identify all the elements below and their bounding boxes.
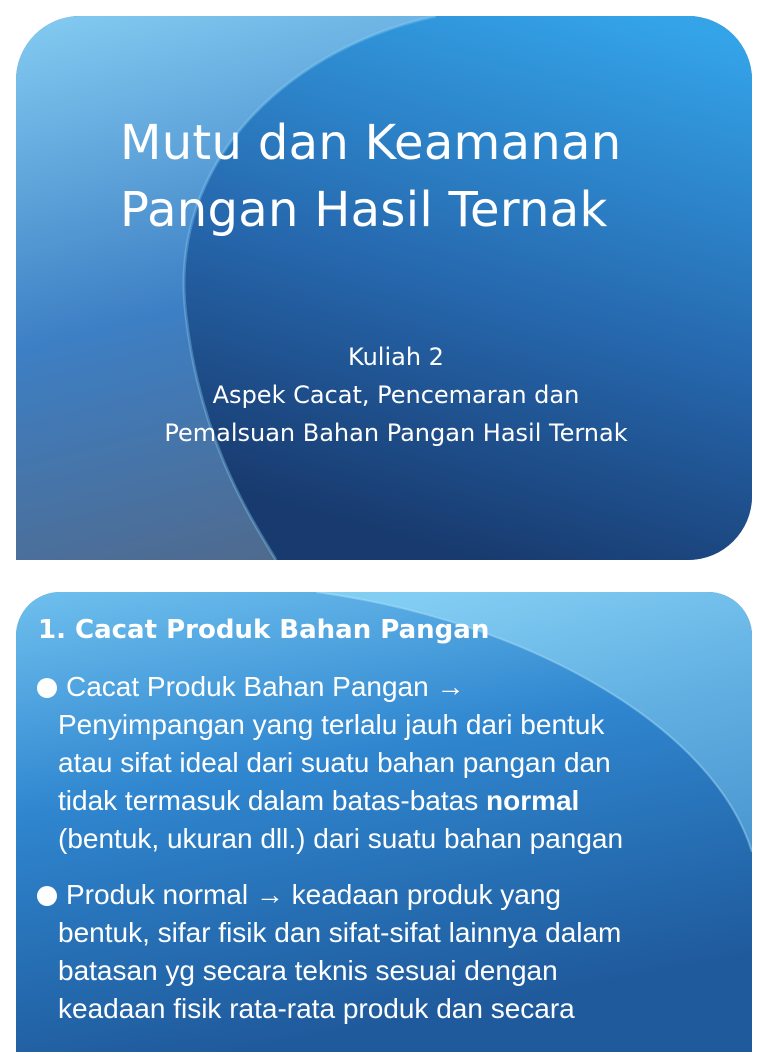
- bullet-line: batasan yg secara teknis sesuai dengan: [58, 955, 558, 986]
- slide-background: [16, 16, 752, 560]
- bullet-icon: [37, 678, 57, 698]
- bullet-line: Penyimpangan yang terlalu jauh dari bentuk: [58, 709, 605, 740]
- slide-title: [120, 110, 740, 244]
- bullet-item: [58, 668, 738, 858]
- slide-title-line: Pangan Hasil Ternak: [120, 182, 608, 238]
- bullet-item: [58, 876, 738, 1028]
- bullet-icon: [37, 886, 57, 906]
- slide-heading: 1. Cacat Produk Bahan Pangan: [38, 615, 490, 645]
- bullet-line: [58, 782, 738, 820]
- bullet-line: keadaan fisik rata-rata produk dan secara: [58, 993, 575, 1024]
- subtitle-line: Aspek Cacat, Pencemaran dan: [212, 381, 580, 409]
- title-slide[interactable]: [16, 16, 752, 560]
- subtitle-line: Kuliah 2: [348, 343, 444, 371]
- bullet-line: (bentuk, ukuran dll.) dari suatu bahan pangan: [58, 823, 624, 854]
- emphasis-text: normal: [485, 785, 580, 816]
- slide-title-line: Mutu dan Keamanan: [120, 115, 622, 171]
- bullet-line: Produk normal → keadaan produk yang: [66, 879, 561, 910]
- slide-subtitle: [126, 338, 666, 452]
- bullet-line: bentuk, sifar fisik dan sifat-sifat lainnya dalam: [58, 917, 622, 948]
- bullet-text: tidak termasuk dalam batas-batas: [58, 785, 486, 816]
- subtitle-line: Pemalsuan Bahan Pangan Hasil Ternak: [164, 419, 628, 447]
- bullet-line: atau sifat ideal dari suatu bahan pangan dan: [58, 747, 611, 778]
- bullet-line: Cacat Produk Bahan Pangan →: [66, 671, 465, 702]
- content-slide[interactable]: [16, 592, 752, 1052]
